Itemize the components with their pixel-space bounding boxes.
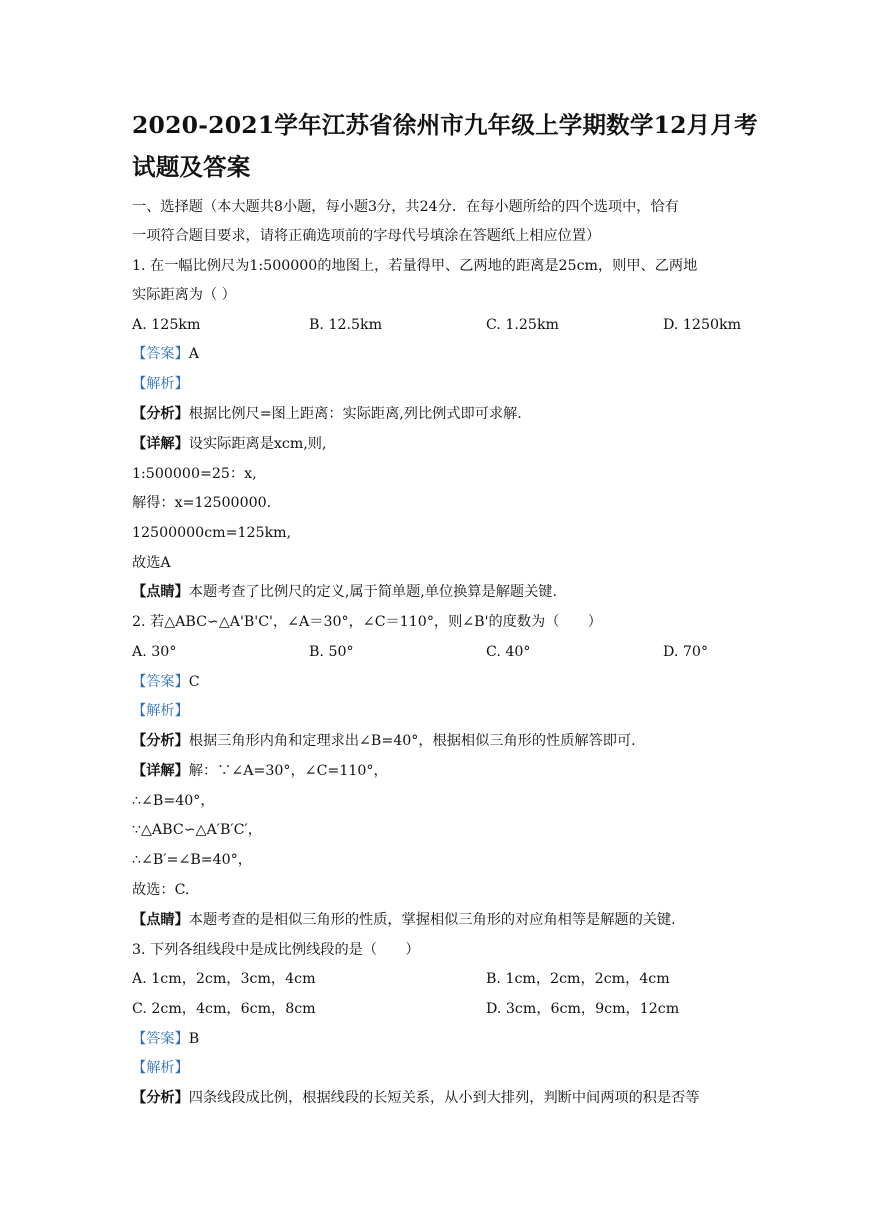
q3-answer <box>132 1029 199 1049</box>
q1-step2: 解得：x=12500000. <box>132 495 272 511</box>
analysis-tag: 【解析】 <box>132 1060 189 1076</box>
q2-option-b: B. 50° <box>309 644 354 660</box>
fenxi-tag: 【分析】 <box>132 406 189 422</box>
fenxi-tag: 【分析】 <box>132 733 189 749</box>
q3-analysis-heading <box>132 1058 189 1078</box>
q3-option-d: D. 3cm，6cm，9cm，12cm <box>486 1001 680 1017</box>
q1-analysis-heading <box>132 374 189 394</box>
fenxi-tag: 【分析】 <box>132 1090 189 1106</box>
q1-option-c: C. 1.25km <box>486 317 560 333</box>
q2-option-a: A. 30° <box>132 644 177 660</box>
fenxi-text: 根据三角形内角和定理求出∠B=40°，根据相似三角形的性质解答即可. <box>188 733 636 749</box>
q1-detail <box>132 434 327 454</box>
answer-value: C <box>188 674 200 690</box>
comment-tag: 【点睛】 <box>132 912 189 928</box>
section-heading-line1: 一、选择题（本大题共8小题，每小题3分，共24分．在每小题所给的四个选项中，恰有 <box>132 199 679 215</box>
answer-tag: 【答案】 <box>132 674 189 690</box>
q2-comment <box>132 910 676 930</box>
q2-step4: 故选：C. <box>132 882 190 898</box>
detail-text: 设实际距离是xcm,则, <box>188 436 327 452</box>
comment-text: 本题考查的是相似三角形的性质，掌握相似三角形的对应角相等是解题的关键. <box>188 912 676 928</box>
q2-answer <box>132 672 200 692</box>
comment-tag: 【点睛】 <box>132 584 189 600</box>
fenxi-text: 四条线段成比例，根据线段的长短关系，从小到大排列，判断中间两项的积是否等 <box>188 1090 700 1106</box>
q3-option-c: C. 2cm，4cm，6cm，8cm <box>132 1001 316 1017</box>
q3-option-b: B. 1cm，2cm，2cm，4cm <box>486 971 670 987</box>
analysis-tag: 【解析】 <box>132 376 189 392</box>
q1-step3: 12500000cm=125km, <box>132 525 292 541</box>
q1-fenxi <box>132 404 522 424</box>
q2-option-c: C. 40° <box>486 644 531 660</box>
q2-step3: ∴∠B′=∠B=40°， <box>132 852 252 868</box>
answer-value: A <box>188 346 200 362</box>
answer-value: B <box>188 1031 200 1047</box>
q1-comment <box>132 582 557 602</box>
fenxi-text: 根据比例尺=图上距离：实际距离,列比例式即可求解. <box>188 406 522 422</box>
q3-fenxi <box>132 1088 700 1108</box>
q1-option-a: A. 125km <box>132 317 201 333</box>
q1-option-b: B. 12.5km <box>309 317 383 333</box>
q1-step4: 故选A <box>132 555 171 571</box>
q1-stem-line1: 1. 在一幅比例尺为1:500000的地图上，若量得甲、乙两地的距离是25cm，则甲、乙两地 <box>132 258 698 274</box>
q2-stem: 2. 若△ABC∽△A'B'C'，∠A＝30°，∠C＝110°，则∠B'的度数为（ ） <box>132 614 602 630</box>
q2-detail <box>132 761 388 781</box>
q1-option-d: D. 1250km <box>663 317 742 333</box>
section-heading-line2: 一项符合题目要求，请将正确选项前的字母代号填涂在答题纸上相应位置） <box>132 228 601 244</box>
q2-step2: ∵△ABC∽△A′B′C′， <box>132 822 262 838</box>
q2-step1: ∴∠B=40°， <box>132 793 215 809</box>
q3-option-a: A. 1cm，2cm，3cm，4cm <box>132 971 316 987</box>
q2-option-d: D. 70° <box>663 644 709 660</box>
analysis-tag: 【解析】 <box>132 703 189 719</box>
q1-step1: 1:500000=25：x, <box>132 466 257 482</box>
document-title-line1: 2020-2021学年江苏省徐州市九年级上学期数学12月月考 <box>132 111 758 139</box>
detail-tag: 【详解】 <box>132 763 189 779</box>
document-title-line2: 试题及答案 <box>132 153 251 181</box>
detail-tag: 【详解】 <box>132 436 189 452</box>
answer-tag: 【答案】 <box>132 1031 189 1047</box>
q3-stem: 3. 下列各组线段中是成比例线段的是（ ） <box>132 942 420 958</box>
q2-fenxi <box>132 731 636 751</box>
answer-tag: 【答案】 <box>132 346 189 362</box>
q1-answer <box>132 344 199 364</box>
q2-analysis-heading <box>132 701 189 721</box>
detail-text: 解：∵∠A=30°，∠C=110°， <box>188 763 388 779</box>
q1-stem-line2: 实际距离为（ ） <box>132 287 236 303</box>
comment-text: 本题考查了比例尺的定义,属于简单题,单位换算是解题关键. <box>188 584 557 600</box>
